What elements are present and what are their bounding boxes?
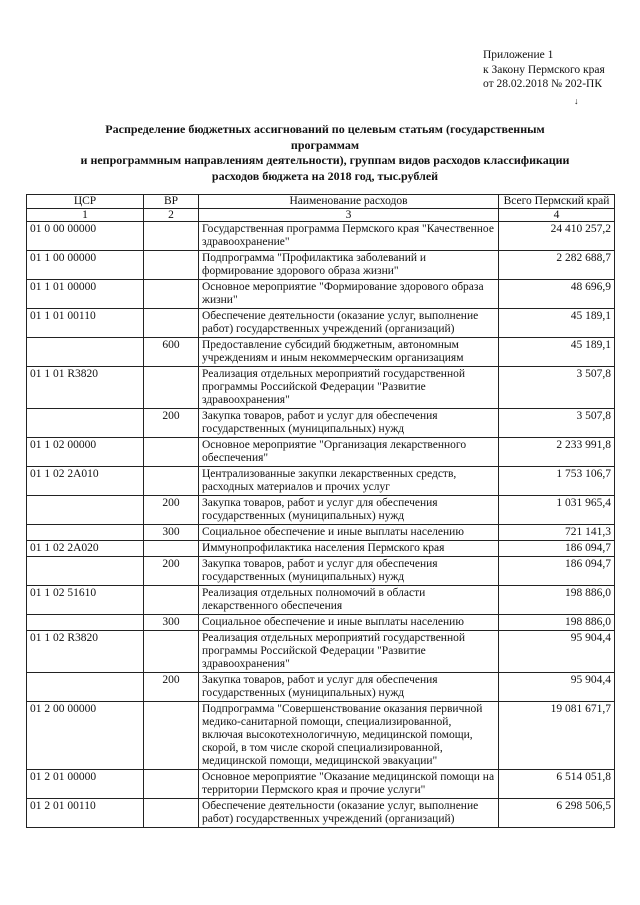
table-row [27,309,615,338]
row-amount: 48 696,9 [499,280,615,309]
title-line-3: расходов бюджета на 2018 год, тыс.рублей [211,168,439,183]
row-amount: 19 081 671,7 [499,702,615,770]
row-csr-code: 01 2 01 00110 [27,799,144,828]
header-csr: ЦСР [27,195,144,209]
row-amount: 45 189,1 [499,338,615,367]
row-amount: 1 753 106,7 [499,467,615,496]
row-amount: 95 904,4 [499,631,615,673]
row-vr-code [144,251,199,280]
row-amount: 3 507,8 [499,409,615,438]
table-row [27,496,615,525]
row-vr-code [144,702,199,770]
row-vr-code [144,586,199,615]
table-header-row [27,195,615,209]
row-expense-name: Социальное обеспечение и иные выплаты населению [199,615,499,631]
row-amount: 24 410 257,2 [499,222,615,251]
table-row [27,367,615,409]
row-csr-code: 01 1 02 00000 [27,438,144,467]
appendix-line-3: от 28.02.2018 № 202-ПК [483,78,603,90]
table-row [27,557,615,586]
row-expense-name: Государственная программа Пермского края "Качественное здравоохранение" [199,222,499,251]
row-expense-name: Централизованные закупки лекарственных средств, расходных материалов и прочих услуг [199,467,499,496]
row-expense-name: Закупка товаров, работ и услуг для обеспечения государственных (муниципальных) нужд [199,496,499,525]
table-row [27,631,615,673]
table-row [27,467,615,496]
row-expense-name: Подпрограмма "Профилактика заболеваний и формирование здорового образа жизни" [199,251,499,280]
row-csr-code: 01 2 00 00000 [27,702,144,770]
row-csr-code: 01 1 00 00000 [27,251,144,280]
row-vr-code [144,467,199,496]
table-row [27,280,615,309]
row-csr-code: 01 1 01 00000 [27,280,144,309]
col-number-2: 2 [144,209,199,222]
row-expense-name: Реализация отдельных полномочий в области лекарственного обеспечения [199,586,499,615]
header-name: Наименование расходов [199,195,499,209]
page-mark: ↓ [574,96,579,106]
row-vr-code: 200 [144,673,199,702]
row-vr-code [144,367,199,409]
row-csr-code: 01 0 00 00000 [27,222,144,251]
row-csr-code [27,615,144,631]
row-amount: 186 094,7 [499,557,615,586]
table-row [27,438,615,467]
row-expense-name: Предоставление субсидий бюджетным, автономным учреждениям и иным некоммерческим организациям [199,338,499,367]
title-line-1: Распределение бюджетных ассигнований по целевым статьям (государственным программам [105,122,545,152]
row-amount: 45 189,1 [499,309,615,338]
row-csr-code: 01 1 02 2А010 [27,467,144,496]
table-row [27,615,615,631]
row-vr-code [144,309,199,338]
row-amount: 721 141,3 [499,525,615,541]
row-vr-code [144,631,199,673]
col-number-3: 3 [199,209,499,222]
row-amount: 198 886,0 [499,615,615,631]
row-vr-code: 200 [144,496,199,525]
row-expense-name: Подпрограмма "Совершенствование оказания первичной медико-санитарной помощи, специализированной, включая высокотехнологичную, медицинской помощи, скорой, в том числе скорой специализированной, медицинской помощи, медицинской эвакуации" [199,702,499,770]
document-title [70,122,580,184]
row-csr-code: 01 1 02 R3820 [27,631,144,673]
row-vr-code [144,799,199,828]
row-amount: 6 298 506,5 [499,799,615,828]
table-row [27,702,615,770]
row-csr-code [27,673,144,702]
row-expense-name: Закупка товаров, работ и услуг для обеспечения государственных (муниципальных) нужд [199,409,499,438]
row-vr-code: 600 [144,338,199,367]
row-expense-name: Основное мероприятие "Организация лекарственного обеспечения" [199,438,499,467]
row-csr-code [27,525,144,541]
row-amount: 198 886,0 [499,586,615,615]
row-amount: 6 514 051,8 [499,770,615,799]
row-expense-name: Обеспечение деятельности (оказание услуг, выполнение работ) государственных учреждений (организаций) [199,309,499,338]
col-number-4: 4 [499,209,615,222]
row-expense-name: Обеспечение деятельности (оказание услуг, выполнение работ) государственных учреждений (организаций) [199,799,499,828]
row-expense-name: Основное мероприятие "Оказание медицинской помощи на территории Пермского края и прочие услуги" [199,770,499,799]
row-vr-code [144,280,199,309]
row-amount: 2 233 991,8 [499,438,615,467]
row-csr-code [27,557,144,586]
table-row [27,409,615,438]
row-amount: 95 904,4 [499,673,615,702]
table-row [27,222,615,251]
row-csr-code: 01 1 02 2А020 [27,541,144,557]
budget-table [26,194,615,828]
row-vr-code [144,770,199,799]
row-csr-code: 01 1 01 00110 [27,309,144,338]
row-vr-code [144,438,199,467]
row-csr-code: 01 1 01 R3820 [27,367,144,409]
table-row [27,799,615,828]
row-expense-name: Основное мероприятие "Формирование здорового образа жизни" [199,280,499,309]
table-row [27,338,615,367]
table-row [27,673,615,702]
table-row [27,541,615,557]
title-line-2: и непрограммным направлениям деятельности), группам видов расходов классификации [80,153,570,167]
row-expense-name: Закупка товаров, работ и услуг для обеспечения государственных (муниципальных) нужд [199,557,499,586]
row-vr-code: 300 [144,525,199,541]
row-csr-code [27,496,144,525]
row-amount: 1 031 965,4 [499,496,615,525]
row-csr-code: 01 2 01 00000 [27,770,144,799]
table-row [27,525,615,541]
table-row [27,586,615,615]
header-total: Всего Пермский край [499,195,615,209]
table-row [27,770,615,799]
row-expense-name: Реализация отдельных мероприятий государственной программы Российской Федерации "Развитие здравоохранения" [199,631,499,673]
column-number-row [27,209,615,222]
appendix-line-2: к Закону Пермского края [483,63,605,76]
row-vr-code: 200 [144,557,199,586]
table-row [27,251,615,280]
appendix-block [483,48,605,92]
row-amount: 186 094,7 [499,541,615,557]
row-vr-code: 300 [144,615,199,631]
appendix-line-1: Приложение 1 [483,49,554,61]
row-expense-name: Закупка товаров, работ и услуг для обеспечения государственных (муниципальных) нужд [199,673,499,702]
row-csr-code: 01 1 02 51610 [27,586,144,615]
row-vr-code [144,222,199,251]
row-vr-code [144,541,199,557]
table-body [27,222,615,828]
header-vr: ВР [144,195,199,209]
row-expense-name: Иммунопрофилактика населения Пермского края [199,541,499,557]
row-csr-code [27,338,144,367]
col-number-1: 1 [27,209,144,222]
row-vr-code: 200 [144,409,199,438]
row-csr-code [27,409,144,438]
row-expense-name: Социальное обеспечение и иные выплаты населению [199,525,499,541]
row-amount: 3 507,8 [499,367,615,409]
row-expense-name: Реализация отдельных мероприятий государственной программы Российской Федерации "Развитие здравоохранения" [199,367,499,409]
row-amount: 2 282 688,7 [499,251,615,280]
